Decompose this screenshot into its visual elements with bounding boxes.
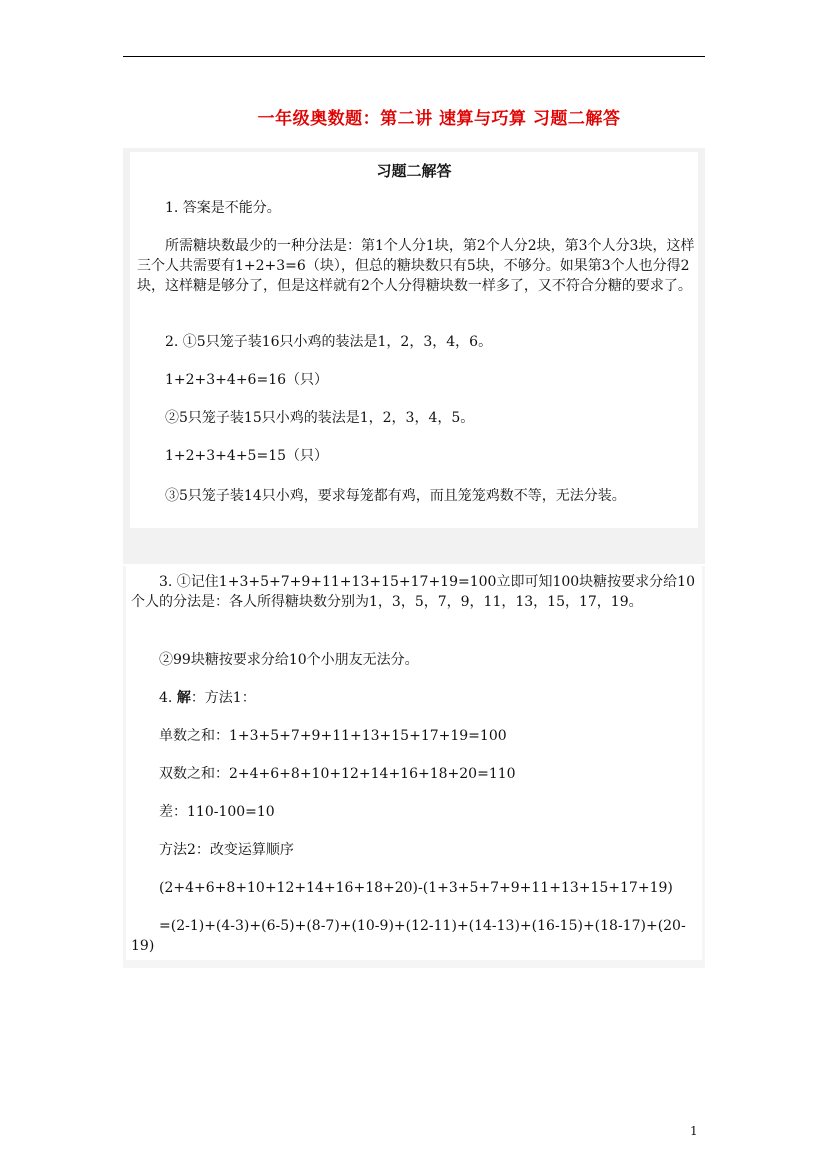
difference: 差：110-100=10: [159, 804, 275, 820]
method-2-label: 方法2：改变运算顺序: [159, 842, 294, 858]
answer-2-equation-2: 1+2+3+4+5=15（只）: [165, 448, 329, 464]
odd-sum: 单数之和：1+3+5+7+9+11+13+15+17+19=100: [159, 728, 507, 744]
answer-4-solution-label: 解: [176, 690, 191, 706]
header-rule: [123, 56, 705, 57]
even-sum: 双数之和：2+4+6+8+10+12+14+16+18+20=110: [159, 766, 516, 782]
answer-2-part-2: ②5只笼子装15只小鸡的装法是1，2，3，4，5。: [165, 410, 475, 426]
method-2-expression: (2+4+6+8+10+12+14+16+18+20)-(1+3+5+7+9+11+13+15+17+19): [159, 880, 673, 896]
answer-4-heading: [131, 688, 701, 708]
answer-2-part-1: 2. ①5只笼子装16只小鸡的装法是1，2，3，4，6。: [165, 334, 493, 350]
answer-3-part-2: ②99块糖按要求分给10个小朋友无法分。: [159, 652, 419, 668]
answer-box-2-inner: [126, 566, 702, 960]
method-2-expansion: =(2-1)+(4-3)+(6-5)+(8-7)+(10-9)+(12-11)+(14-13)+(16-15)+(18-17)+(20-19): [131, 918, 686, 954]
section-heading: 习题二解答: [376, 162, 452, 180]
answer-4-method-1-label: ：方法1：: [190, 690, 256, 706]
answer-2-equation-1: 1+2+3+4+6=16（只）: [165, 372, 329, 388]
answer-1-explanation: 所需糖块数最少的一种分法是：第1个人分1块，第2个人分2块，第3个人分3块，这样三个人共需要有1+2+3=6（块），但总的糖块数只有5块，不够分。如果第3个人也分得2块，这样糖是够分了，但是这样就有2个人分得糖块数一样多了，又不符合分糖的要求了。: [137, 238, 695, 294]
page-number: 1: [690, 1124, 698, 1138]
answer-3-part-1: 3. ①记住1+3+5+7+9+11+13+15+17+19=100立即可知100块糖按要求分给10个人的分法是：各人所得糖块数分别为1，3，5，7，9，11，13，15，17，19。: [131, 574, 695, 610]
answer-2-part-3: ③5只笼子装14只小鸡，要求每笼都有鸡，而且笼笼鸡数不等，无法分装。: [165, 488, 626, 504]
answer-4-number: 4.: [159, 690, 173, 706]
answer-1: 1. 答案是不能分。: [165, 200, 281, 216]
document-title: 一年级奥数题：第二讲 速算与巧算 习题二解答: [257, 109, 621, 129]
